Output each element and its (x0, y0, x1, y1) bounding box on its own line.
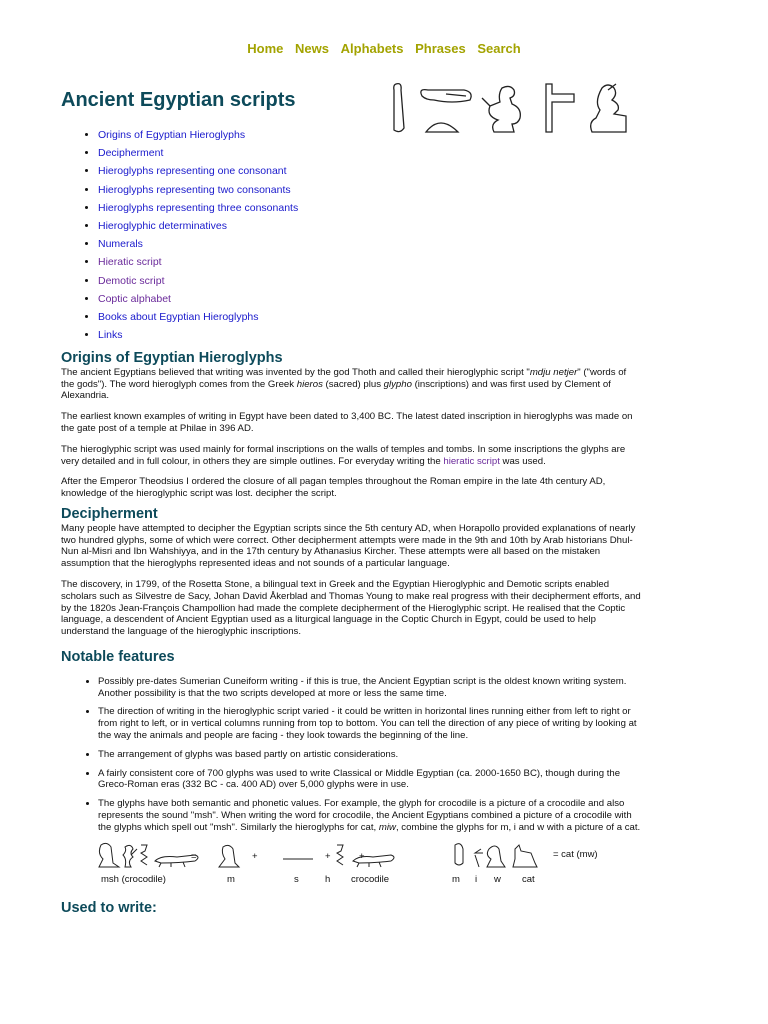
glyph-label: crocodile (351, 873, 390, 885)
toc-link-hieratic[interactable]: Hieratic script (98, 256, 162, 269)
section-heading-used-to-write: Used to write: (61, 899, 157, 916)
cat-equals-label: = cat (mw) (553, 848, 598, 860)
toc-link-books[interactable]: Books about Egyptian Hieroglyphs (98, 310, 259, 323)
italic-term: miw (378, 821, 396, 833)
top-nav (0, 41, 768, 56)
glyph-label: i (475, 873, 478, 885)
toc-link-links[interactable]: Links (98, 329, 123, 342)
toc-item (98, 164, 298, 182)
text-span: " ("words of the gods"). The word hieroglyph comes from the Greek (61, 366, 627, 390)
toc-item (98, 328, 298, 346)
toc-item (98, 146, 298, 164)
text-span: The glyphs have both semantic and phonetic values. For example, the glyph for crocodile is a picture of a crocodile and also represents the sound "msh". When writing the word for crocodile, the Ancient Egyptians combined a picture of a crocodile with the glyphs which spell out "msh". Similarly the hieroglyphs for cat, (98, 798, 632, 833)
toc-item (98, 183, 298, 201)
nav-link-search[interactable]: Search (477, 41, 521, 56)
toc-link-coptic[interactable]: Coptic alphabet (98, 292, 171, 305)
text-span: , combine the glyphs for m, i and w with a picture of a cat. (395, 821, 641, 833)
feature-item (98, 798, 641, 833)
toc-item (98, 292, 298, 310)
italic-term: mdju netjer (529, 366, 578, 378)
page-title: Ancient Egyptian scripts (61, 89, 296, 111)
plus-sign: + (325, 850, 331, 862)
glyph-label: m (452, 873, 460, 885)
equals-sign: = (191, 850, 197, 862)
origins-paragraph-1 (61, 367, 641, 402)
italic-term: hieros (296, 378, 323, 390)
hieroglyph-header-image (382, 80, 632, 138)
toc-link-numerals[interactable]: Numerals (98, 238, 143, 251)
text-span: The ancient Egyptians believed that writing was invented by the god Thoth and called their hieroglyphic script " (61, 366, 530, 378)
decipherment-paragraph-2: The discovery, in 1799, of the Rosetta Stone, a bilingual text in Greek and the Egyptian Hieroglyphic and Demotic scripts enabled scholars such as Silvestre de Sacy, Johan David Åkerblad and Thomas Young to make real progress with their decipherment efforts, and by the 1820s Jean-François Champollion had made the complete decipherment of the Hieroglyphic script. He realised that the Coptic language, a descendent of Ancient Egyptian used as a liturgical language in the Coptic Church in Egypt, could be used to help understand the language of the hieroglyphic inscriptions. (61, 578, 641, 638)
plus-sign: + (359, 850, 365, 862)
toc-link-determinatives[interactable]: Hieroglyphic determinatives (98, 219, 227, 232)
toc-link-demotic[interactable]: Demotic script (98, 274, 165, 287)
nav-link-home[interactable]: Home (247, 41, 284, 56)
glyph-label: msh (crocodile) (101, 873, 166, 885)
text-span: (inscriptions) and was first used by Clement of Alexandria. (61, 378, 611, 402)
glyph-label: h (325, 873, 331, 885)
section-heading-features: Notable features (61, 648, 175, 665)
origins-paragraph-2: The earliest known examples of writing in Egypt have been dated to 3,400 BC. The latest dated inscription in hieroglyphs was made on the gate post of a temple at Philae in 396 AD. (61, 411, 633, 434)
toc-item (98, 201, 298, 219)
glyph-label: w (494, 873, 501, 885)
toc-link-decipherment[interactable]: Decipherment (98, 147, 164, 160)
glyph-label: s (294, 873, 299, 885)
nav-link-alphabets[interactable]: Alphabets (340, 41, 404, 56)
hieroglyph-example-figure (61, 841, 641, 889)
main-content (61, 349, 641, 916)
toc-item (98, 274, 298, 292)
toc-item (98, 128, 298, 146)
feature-item: • The arrangement of glyphs was based partly on artistic considerations. (98, 749, 641, 761)
glyph-label: m (227, 873, 235, 885)
origins-paragraph-3 (61, 444, 641, 468)
features-list (61, 676, 641, 834)
nav-link-phrases[interactable]: Phrases (415, 41, 466, 56)
toc-item (98, 237, 298, 255)
toc-link-three-consonants[interactable]: Hieroglyphs representing three consonants (98, 201, 299, 214)
table-of-contents (61, 128, 298, 346)
decipherment-paragraph-1: Many people have attempted to decipher the Egyptian scripts since the 5th century AD, when Horapollo provided explanations of nearly two hundred glyphs, some of which were correct. Other decipherment attempts were made in the 9th and 10th by Arab historians Dhul-Nun al-Misri and Ibn Wahshiyya, and in the 17th century by Athanasius Kircher. These attempts were all based on the mistaken assumption that the hieroglyphs represented ideas and not sounds of a particular language. (61, 522, 636, 570)
feature-item: • The direction of writing in the hieroglyphic script varied - it could be written in horizontal lines running either from left to right or from right to left, or in vertical columns running from top to bottom. You can tell the direction of any piece of writing by looking at the way the animals and people are facing - they look towards the beginning of the line. (98, 706, 641, 741)
toc-link-two-consonants[interactable]: Hieroglyphs representing two consonants (98, 183, 291, 196)
section-heading-origins: Origins of Egyptian Hieroglyphs (61, 350, 283, 366)
text-span: The hieroglyphic script was used mainly for formal inscriptions on the walls of temples and tombs. In some inscriptions the glyphs are very detailed and in full colour, in others they are simple outlines. For everyday writing the (61, 443, 626, 467)
text-span: was used. (499, 455, 546, 467)
toc-link-one-consonant[interactable]: Hieroglyphs representing one consonant (98, 165, 287, 178)
section-heading-decipherment: Decipherment (61, 505, 158, 522)
nav-link-news[interactable]: News (295, 41, 330, 56)
glyph-label: cat (522, 873, 535, 885)
feature-item: • Possibly pre-dates Sumerian Cuneiform writing - if this is true, the Ancient Egyptian script is the oldest known writing system. Another possibility is that the two scripts developed at more or less the same time. (98, 676, 641, 700)
origins-paragraph-4: After the Emperor Theodsius I ordered the closure of all pagan temples throughout the Roman empire in the late 4th century AD, knowledge of the hieroglyphic script was lost. decipher the script. (61, 476, 606, 500)
toc-item (98, 255, 298, 273)
hieratic-script-link[interactable]: hieratic script (443, 455, 500, 467)
toc-item (98, 219, 298, 237)
toc-link-origins[interactable]: Origins of Egyptian Hieroglyphs (98, 129, 246, 141)
plus-sign: + (252, 850, 258, 862)
toc-item (98, 310, 298, 328)
text-span: (sacred) plus (322, 378, 384, 390)
feature-item: • A fairly consistent core of 700 glyphs was used to write Classical or Middle Egyptian (ca. 2000-1650 BC), though during the Greco-Roman eras (332 BC - ca. 400 AD) over 5,000 glyphs were in use. (98, 768, 641, 792)
italic-term: glypho (383, 378, 412, 390)
